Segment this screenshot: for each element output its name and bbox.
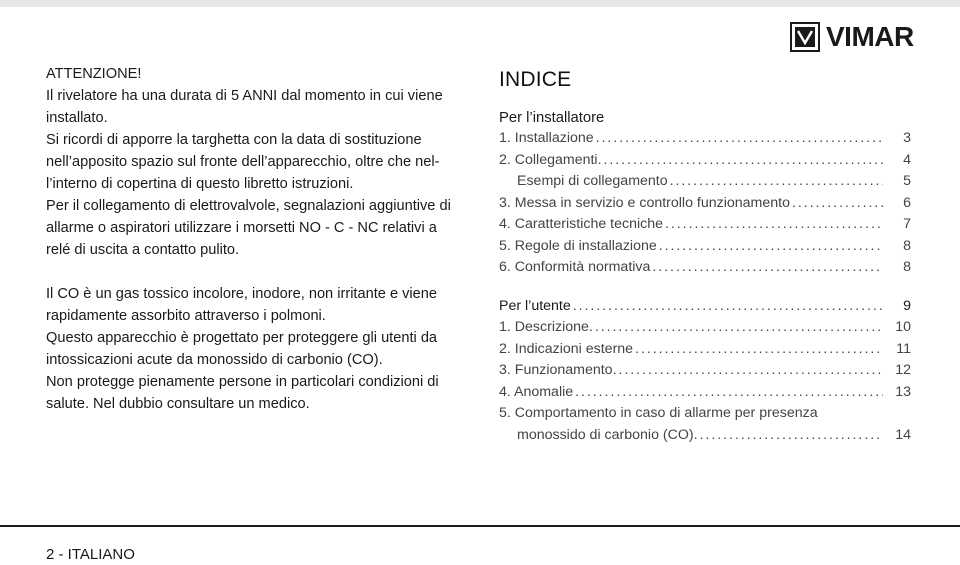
toc-entry-page: 13 <box>895 383 911 400</box>
toc-entry-label: 3. Funzionamento. <box>499 362 617 378</box>
toc-entry[interactable] <box>499 214 911 236</box>
user-section-title[interactable] <box>499 296 911 318</box>
text-line: Per il collegamento di elettrovalvole, segnalazioni aggiuntive di <box>46 198 451 214</box>
dot-leader <box>668 171 883 193</box>
top-bar <box>0 0 960 7</box>
toc-entry[interactable] <box>499 171 911 193</box>
toc-entry[interactable] <box>499 193 911 215</box>
section-gap <box>499 279 911 296</box>
text-line: allarme o aspiratori utilizzare i morsetti NO - C - NC relativi a <box>46 220 437 236</box>
text-line: Il rivelatore ha una durata di 5 ANNI dal momento in cui viene <box>46 88 443 104</box>
text-line: relé di uscita a contatto pulito. <box>46 242 240 258</box>
toc-entry-multiline[interactable] <box>499 403 911 446</box>
toc-entry-label: 1. Installazione <box>499 130 594 146</box>
co-info-paragraph <box>46 283 466 415</box>
toc-entry-label: 2. Indicazioni esterne <box>499 340 634 357</box>
toc-entry-page: 12 <box>895 362 911 378</box>
toc-entry-label: 4. Caratteristiche tecniche <box>499 216 664 232</box>
dot-leader <box>698 425 883 447</box>
dot-leader <box>633 339 883 361</box>
text-line: ATTENZIONE! <box>46 66 142 82</box>
toc-entry-page: 3 <box>903 130 911 146</box>
toc-entry-page: 5 <box>903 173 911 189</box>
dot-leader <box>602 150 883 172</box>
dot-leader <box>573 382 883 404</box>
text-line: installato. <box>46 110 108 126</box>
dot-leader <box>663 214 883 236</box>
toc-entry[interactable] <box>499 317 911 339</box>
toc-entry[interactable] <box>499 128 911 150</box>
dot-leader <box>594 128 883 150</box>
footer-rule <box>0 525 960 527</box>
page-label: 2 - ITALIANO <box>46 546 135 563</box>
text-line: Il CO è un gas tossico incolore, inodore, non irritante e viene <box>46 286 438 302</box>
dot-leader <box>571 296 883 318</box>
toc-entry-label: 4. Anomalie <box>499 383 574 400</box>
user-section-page: 9 <box>903 297 911 314</box>
text-line: l’interno di copertina di questo libretto istruzioni. <box>46 176 354 192</box>
text-line: salute. Nel dubbio consultare un medico. <box>46 396 310 412</box>
vimar-square-logo-icon <box>790 22 820 52</box>
toc-entry-label: 6. Conformità normativa <box>499 259 651 275</box>
dot-leader <box>790 193 883 215</box>
toc-entry-page: 7 <box>903 216 911 232</box>
text-line: Non protegge pienamente persone in particolari condizioni di <box>46 374 439 390</box>
toc-entry-page: 4 <box>903 151 911 168</box>
installer-section-title: Per l’installatore <box>499 110 605 126</box>
toc-entry-label: 5. Regole di installazione <box>499 237 657 254</box>
toc-entry[interactable] <box>499 360 911 382</box>
toc-entry-label: Esempi di collegamento <box>517 173 668 189</box>
toc-entry-label-line1: 5. Comportamento in caso di allarme per presenza <box>499 405 818 421</box>
toc-entry-page: 14 <box>895 426 911 443</box>
toc-entry[interactable] <box>499 236 911 258</box>
dot-leader <box>617 360 883 382</box>
text-line: Questo apparecchio è progettato per proteggere gli utenti da <box>46 330 438 346</box>
toc-entry-page: 11 <box>896 340 911 357</box>
warning-paragraph <box>46 63 466 261</box>
warning-text <box>46 63 466 415</box>
toc-entry-page: 6 <box>903 194 911 211</box>
toc-entry-label: 3. Messa in servizio e controllo funzionamento <box>499 194 790 211</box>
toc-entry-page: 10 <box>895 319 911 335</box>
toc-entry[interactable] <box>499 339 911 361</box>
toc-entry[interactable] <box>499 257 911 279</box>
toc-entry-label-line2: monossido di carbonio (CO). <box>517 426 698 443</box>
toc-entry[interactable] <box>499 150 911 172</box>
text-line: nell’apposito spazio sul fronte dell’apparecchio, oltre che nel- <box>46 154 440 170</box>
text-line: rapidamente assorbito attraverso i polmoni. <box>46 308 326 324</box>
paragraph-gap <box>46 261 466 283</box>
vimar-logo <box>790 22 914 52</box>
toc-entry-label: 1. Descrizione. <box>499 319 593 335</box>
toc-entry-page: 8 <box>903 259 911 275</box>
table-of-contents <box>499 66 911 446</box>
text-line: intossicazioni acute da monossido di carbonio (CO). <box>46 352 383 368</box>
dot-leader <box>593 317 883 339</box>
dot-leader <box>657 236 883 258</box>
index-title: INDICE <box>499 68 572 91</box>
dot-leader <box>650 257 883 279</box>
brand-name: VIMAR <box>826 21 914 52</box>
text-line: Si ricordi di apporre la targhetta con la data di sostituzione <box>46 132 422 148</box>
toc-entry-line2 <box>499 425 911 447</box>
toc-entry-label: 2. Collegamenti. <box>499 151 602 168</box>
toc-entry-page: 8 <box>903 237 911 254</box>
user-section-label: Per l’utente <box>499 297 571 314</box>
toc-entry[interactable] <box>499 382 911 404</box>
